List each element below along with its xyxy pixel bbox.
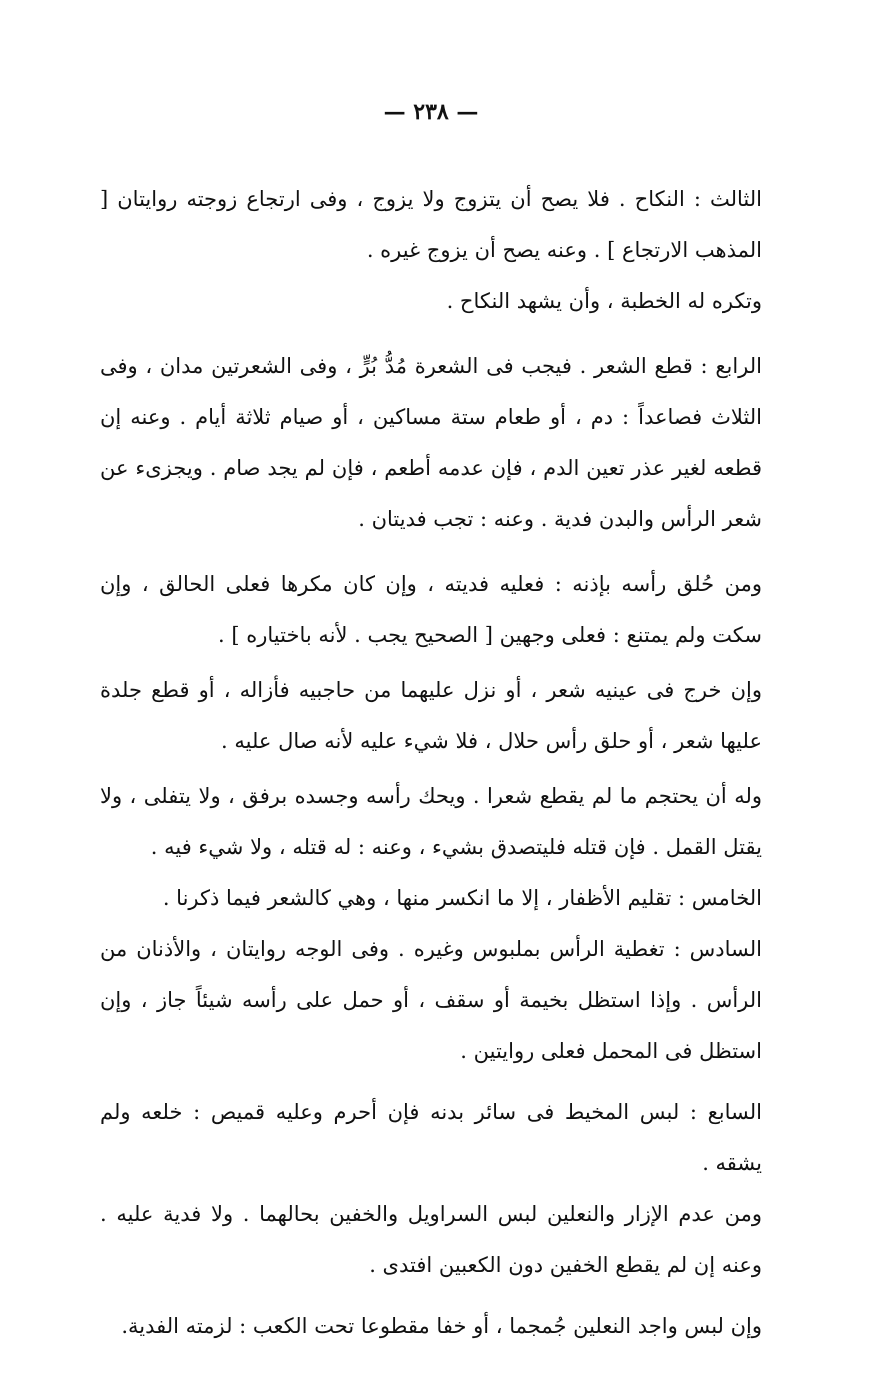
document-page — [100, 92, 762, 1352]
paragraph-fourth-hair: الرابع : قطع الشعر . فيجب فى الشعرة مُدُّ بُرٍّ ، وفى الشعرتين مدان ، وفى الثلاث فصاعداً : دم ، أو طعام ستة مساكين ، أو صيام ثلاثة أيام . وعنه إن قطعه لغير عذر تعين الدم ، فإن عدمه أطعم ، فإن لم يجد صام . ويجزىء عن شعر الرأس والبدن فدية . وعنه : تجب فديتان . — [100, 354, 762, 531]
paragraph-fifth-nails: الخامس : تقليم الأظفار ، إلا ما انكسر منها ، وهي كالشعر فيما ذكرنا . — [162, 886, 762, 910]
page-number: — ٢٣٨ — — [383, 99, 479, 125]
paragraph-shaved-head: ومن حُلق رأسه بإذنه : فعليه فديته ، وإن كان مكرها فعلى الحالق ، وإن سكت ولم يمتنع : فعلى وجهين [ الصحيح يجب . لأنه باختياره ] . — [100, 572, 762, 647]
paragraph-eye-hair: وإن خرج فى عينيه شعر ، أو نزل عليهما من حاجبيه فأزاله ، أو قطع جلدة عليها شعر ، أو حلق رأس حلال ، فلا شيء عليه لأنه صال عليه . — [100, 678, 762, 753]
paragraph-engagement: وتكره له الخطبة ، وأن يشهد النكاح . — [446, 289, 762, 313]
paragraph-sixth-covering: السادس : تغطية الرأس بملبوس وغيره . وفى الوجه روايتان ، والأذنان من الرأس . وإذا استظل بخيمة أو سقف ، أو حمل على رأسه شيئاً جاز ، وإن استظل فى المحمل فعلى روايتين . — [100, 937, 762, 1063]
paragraph-seventh-garment: السابع : لبس المخيط فى سائر بدنه فإن أحرم وعليه قميص : خلعه ولم يشقه . — [100, 1100, 762, 1175]
paragraph-izar: ومن عدم الإزار والنعلين لبس السراويل والخفين بحالهما . ولا فدية عليه . وعنه إن لم يقطع الخفين دون الكعبين افتدى . — [100, 1202, 762, 1277]
paragraph-third-marriage: الثالث : النكاح . فلا يصح أن يتزوج ولا يزوج ، وفى ارتجاع زوجته روايتان [ المذهب الارتجاع ] . وعنه يصح أن يزوج غيره . — [100, 187, 762, 262]
paragraph-sandals: وإن لبس واجد النعلين جُمجما ، أو خفا مقطوعا تحت الكعب : لزمته الفدية. — [121, 1314, 762, 1338]
paragraph-cupping: وله أن يحتجم ما لم يقطع شعرا . ويحك رأسه وجسده برفق ، ولا يتفلى ، ولا يقتل القمل . فإن قتله فليتصدق بشيء ، وعنه : له قتله ، ولا شيء فيه . — [100, 784, 762, 859]
